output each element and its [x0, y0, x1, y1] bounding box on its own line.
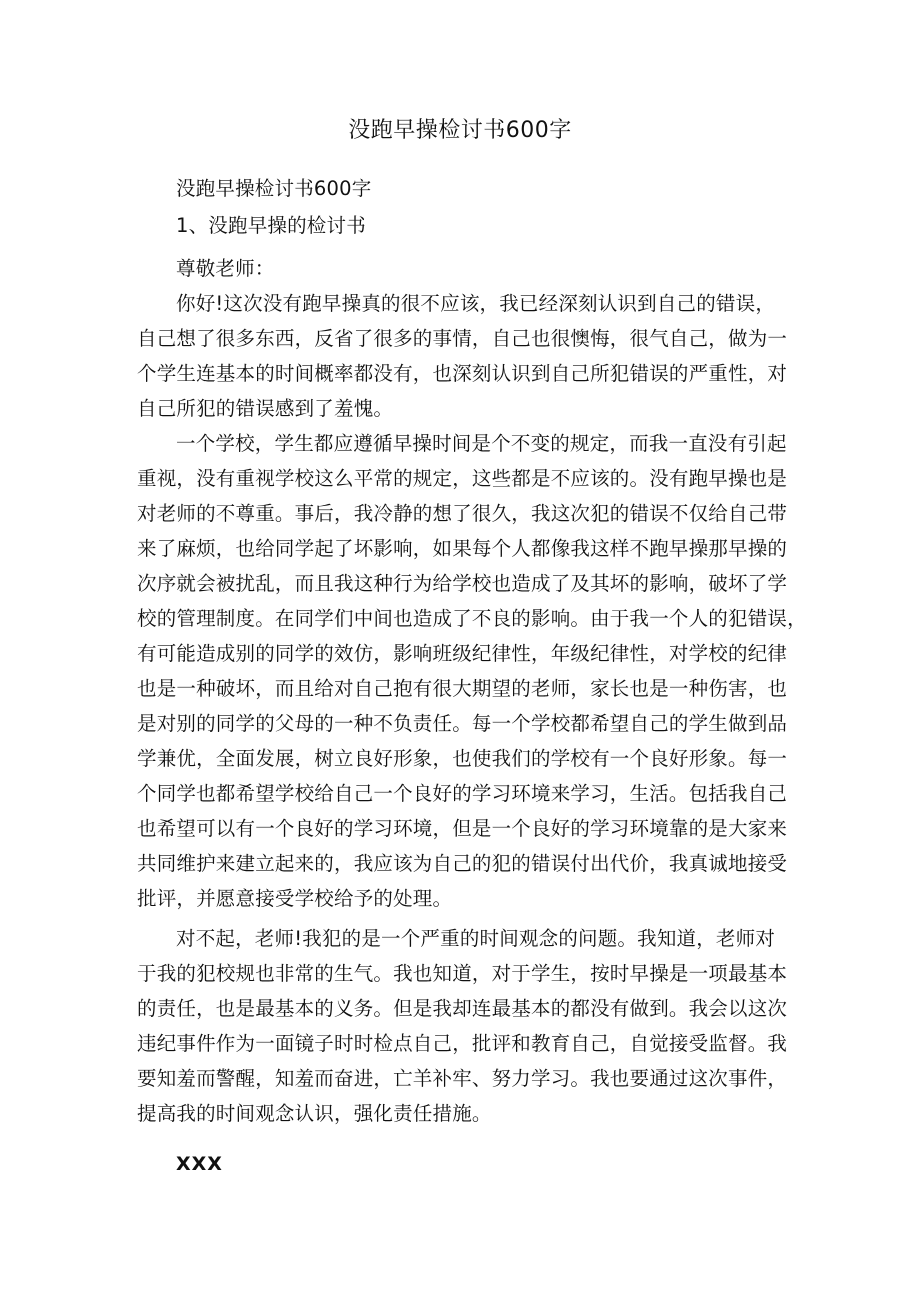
paragraph-2-line: 重视，没有重视学校这么平常的规定，这些都是不应该的。没有跑早操也是: [137, 467, 788, 490]
paragraph-1-line: 你好!这次没有跑早操真的很不应该，我已经深刻认识到自己的错误，: [176, 292, 776, 315]
paragraph-2-line: 学兼优，全面发展，树立良好形象，也使我们的学校有一个良好形象。每一: [137, 747, 788, 770]
paragraph-3-line: 提高我的时间观念认识，强化责任措施。: [137, 1102, 492, 1125]
paragraph-3-line: 于我的犯校规也非常的生气。我也知道，对于学生，按时早操是一项最基本: [137, 962, 788, 985]
paragraph-2-line: 也是一种破坏，而且给对自己抱有很大期望的老师，家长也是一种伤害，也: [137, 677, 788, 700]
paragraph-2-line: 次序就会被扰乱，而且我这种行为给学校也造成了及其坏的影响，破坏了学: [137, 572, 788, 595]
paragraph-3-line: 违纪事件作为一面镜子时时检点自己，批评和教育自己，自觉接受监督。我: [137, 1032, 788, 1055]
section-heading: 1、没跑早操的检讨书: [176, 214, 366, 237]
paragraph-3-line: 要知羞而警醒，知羞而奋进，亡羊补牢、努力学习。我也要通过这次事件，: [137, 1067, 788, 1090]
paragraph-2-line: 是对别的同学的父母的一种不负责任。每一个学校都希望自己的学生做到品: [137, 712, 788, 735]
paragraph-3-line: 的责任，也是最基本的义务。但是我却连最基本的都没有做到。我会以这次: [137, 997, 788, 1020]
paragraph-1-line: 自己所犯的错误感到了羞愧。: [137, 397, 394, 420]
subtitle: 没跑早操检讨书600字: [176, 177, 372, 200]
paragraph-3-line: 对不起，老师!我犯的是一个严重的时间观念的问题。我知道，老师对: [176, 927, 776, 950]
signature: XXX: [176, 1153, 223, 1175]
paragraph-2-line: 也希望可以有一个良好的学习环境，但是一个良好的学习环境靠的是大家来: [137, 817, 788, 840]
salutation: 尊敬老师：: [176, 257, 275, 280]
paragraph-2-line: 共同维护来建立起来的，我应该为自己的犯的错误付出代价，我真诚地接受: [137, 852, 788, 875]
paragraph-2-line: 校的管理制度。在同学们中间也造成了不良的影响。由于我一个人的犯错误，: [137, 607, 807, 630]
paragraph-2-line: 有可能造成别的同学的效仿，影响班级纪律性，年级纪律性，对学校的纪律: [137, 642, 788, 665]
paragraph-2-line: 个同学也都希望学校给自己一个良好的学习环境来学习，生活。包括我自己: [137, 782, 788, 805]
paragraph-2-line: 对老师的不尊重。事后，我冷静的想了很久，我这次犯的错误不仅给自己带: [137, 502, 788, 525]
paragraph-2-line: 来了麻烦，也给同学起了坏影响，如果每个人都像我这样不跑早操那早操的: [137, 537, 788, 560]
paragraph-2-line: 一个学校，学生都应遵循早操时间是个不变的规定，而我一直没有引起: [176, 432, 787, 455]
paragraph-1-line: 个学生连基本的时间概率都没有，也深刻认识到自己所犯错误的严重性，对: [137, 362, 788, 385]
document-title: 没跑早操检讨书600字: [348, 118, 572, 143]
paragraph-1-line: 自己想了很多东西，反省了很多的事情，自己也很懊悔，很气自己，做为一: [137, 327, 788, 350]
paragraph-2-line: 批评，并愿意接受学校给予的处理。: [137, 887, 453, 910]
